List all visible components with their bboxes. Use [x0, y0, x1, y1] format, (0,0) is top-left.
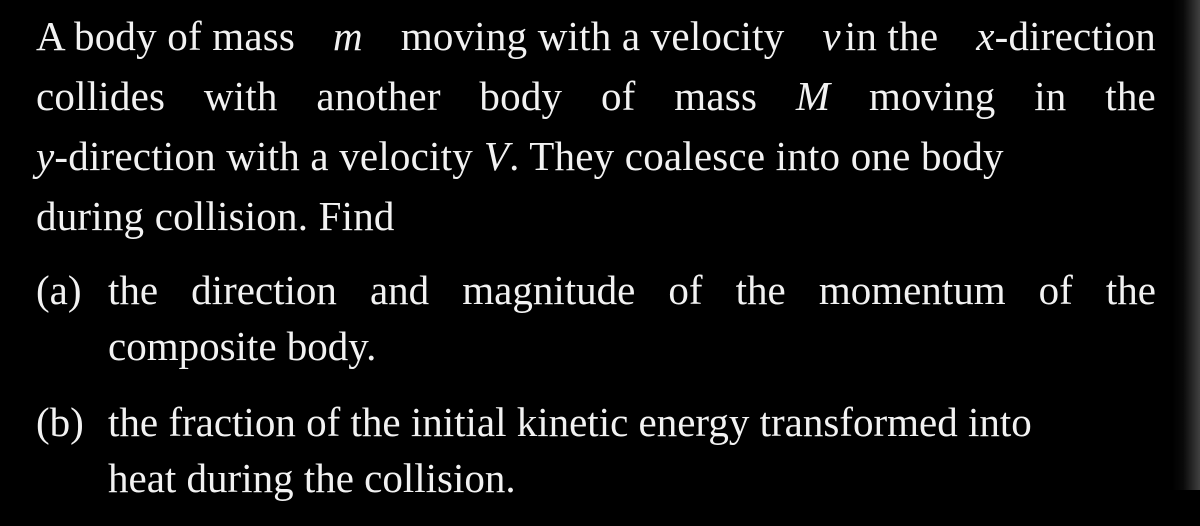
text-segment: direction	[191, 267, 337, 313]
text-segment: of	[668, 267, 703, 313]
text-segment: the	[735, 267, 786, 313]
question-item-b	[36, 394, 1156, 506]
problem-line-2	[36, 66, 1156, 126]
text-segment: body	[479, 73, 563, 119]
text-segment: collides	[36, 73, 166, 119]
text-segment: -direction	[994, 13, 1156, 59]
text-segment: mass	[674, 73, 758, 119]
scan-edge-decoration	[1172, 0, 1200, 490]
question-label-a: (a)	[36, 267, 82, 313]
x-direction-group	[976, 6, 1156, 66]
problem-line-3	[36, 126, 1156, 186]
text-segment: moving with a velocity	[400, 13, 785, 59]
question-item-a	[36, 262, 1156, 374]
text-segment: the	[108, 267, 159, 313]
velocity-group	[822, 6, 938, 66]
mass-symbol-M: M	[795, 73, 831, 119]
question-a-line-2: composite body.	[108, 323, 377, 369]
text-segment: in	[1034, 73, 1067, 119]
question-body-a	[108, 262, 1156, 374]
axis-symbol-y: y	[36, 133, 55, 179]
text-segment: of	[600, 73, 636, 119]
text-segment: of	[1038, 267, 1073, 313]
question-a-line-1	[108, 262, 1156, 318]
text-segment: the	[1105, 267, 1156, 313]
text-segment: in the	[844, 13, 939, 59]
question-b-line-1: the fraction of the initial kinetic energy transformed into	[108, 399, 1032, 445]
text-segment: another	[316, 73, 441, 119]
text-segment: with	[203, 73, 278, 119]
text-segment: -direction with a velocity	[54, 133, 473, 179]
velocity-symbol-V: V	[483, 133, 510, 179]
axis-symbol-x: x	[976, 13, 995, 59]
problem-text	[36, 6, 1156, 526]
text-segment: the	[1105, 73, 1156, 119]
text-segment: A body of mass	[36, 13, 296, 59]
problem-line-4: during collision. Find	[36, 193, 395, 239]
question-b-line-2: heat during the collision.	[108, 455, 516, 501]
text-segment: . They coalesce into one body	[509, 133, 1004, 179]
mass-symbol-m: m	[333, 13, 363, 59]
text-segment: and	[369, 267, 430, 313]
text-segment: magnitude	[462, 267, 636, 313]
question-body-b	[108, 394, 1156, 506]
text-segment: moving	[868, 73, 996, 119]
question-label-b: (b)	[36, 399, 84, 445]
question-list	[36, 262, 1156, 506]
text-segment: momentum	[818, 267, 1006, 313]
problem-line-1	[36, 6, 1156, 66]
velocity-symbol-v: v	[822, 13, 841, 59]
